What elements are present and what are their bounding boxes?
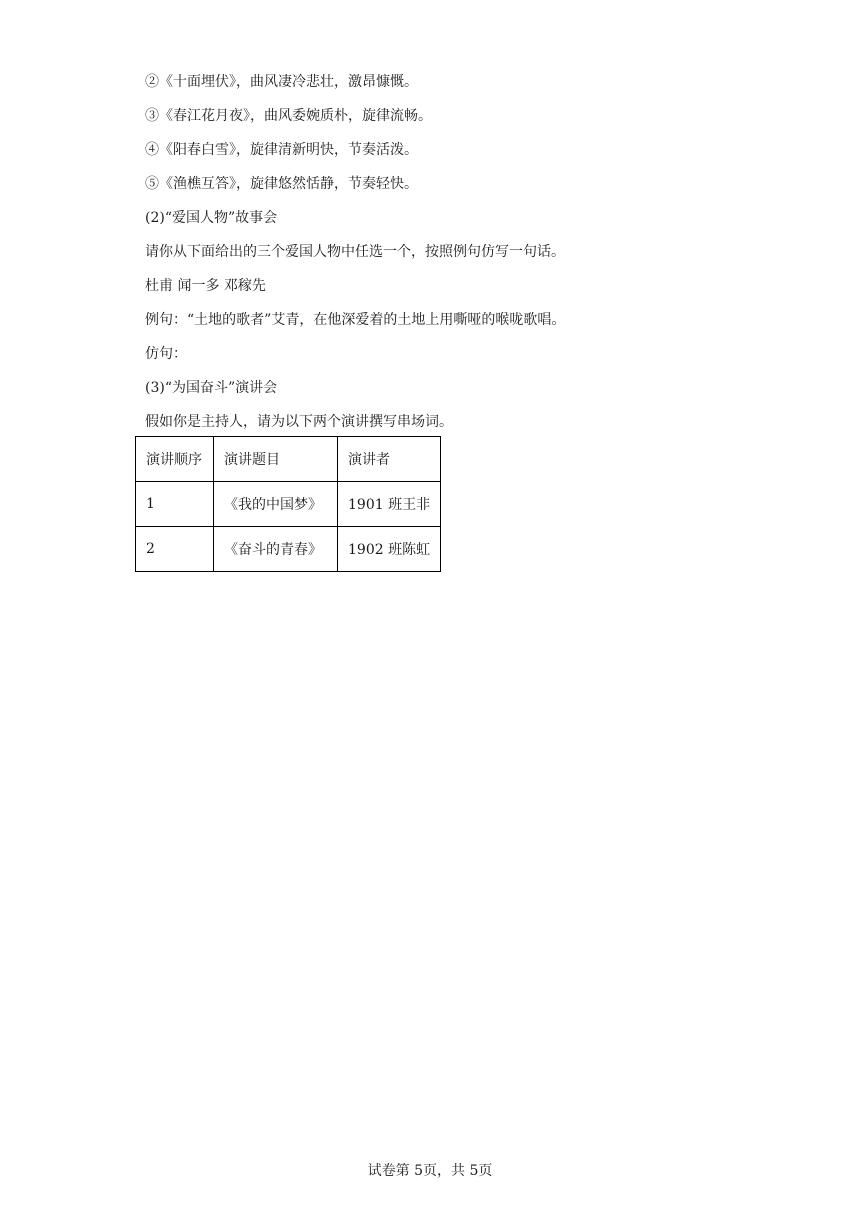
page-footer: 试卷第 5页，共 5页 — [367, 1163, 493, 1179]
music-option-2: ②《十面埋伏》，曲风凄冷悲壮，激昂慷慨。 — [145, 74, 418, 90]
table-header-cell: 演讲顺序 — [136, 437, 214, 482]
table-cell-speaker: 1902 班陈虹 — [338, 527, 441, 572]
section-3-instruction: 假如你是主持人，请为以下两个演讲撰写串场词。 — [145, 414, 453, 430]
table-cell-order: 2 — [136, 527, 214, 572]
table-row — [136, 482, 441, 527]
table-row — [136, 527, 441, 572]
table-cell-order: 1 — [136, 482, 214, 527]
music-option-3: ③《春江花月夜》，曲风委婉质朴，旋律流畅。 — [145, 108, 432, 124]
patriot-names: 杜甫 闻一多 邓稼先 — [145, 278, 266, 294]
section-2-heading: (2)“爱国人物”故事会 — [145, 210, 278, 226]
music-option-4: ④《阳春白雪》，旋律清新明快，节奏活泼。 — [145, 142, 418, 158]
table-cell-title: 《奋斗的青春》 — [214, 527, 338, 572]
section-3-heading: (3)“为国奋斗”演讲会 — [145, 380, 278, 396]
table-header-cell: 演讲者 — [338, 437, 441, 482]
section-2-instruction: 请你从下面给出的三个爱国人物中任选一个，按照例句仿写一句话。 — [145, 244, 565, 260]
table-header-cell: 演讲题目 — [214, 437, 338, 482]
imitation-prompt: 仿句： — [145, 346, 187, 362]
example-sentence: 例句：“土地的歌者”艾青，在他深爱着的土地上用嘶哑的喉咙歌唱。 — [145, 312, 566, 328]
speech-table — [135, 436, 441, 572]
music-option-5: ⑤《渔樵互答》，旋律悠然恬静，节奏轻快。 — [145, 176, 418, 192]
table-header-row — [136, 437, 441, 482]
table-cell-title: 《我的中国梦》 — [214, 482, 338, 527]
table-cell-speaker: 1901 班王非 — [338, 482, 441, 527]
